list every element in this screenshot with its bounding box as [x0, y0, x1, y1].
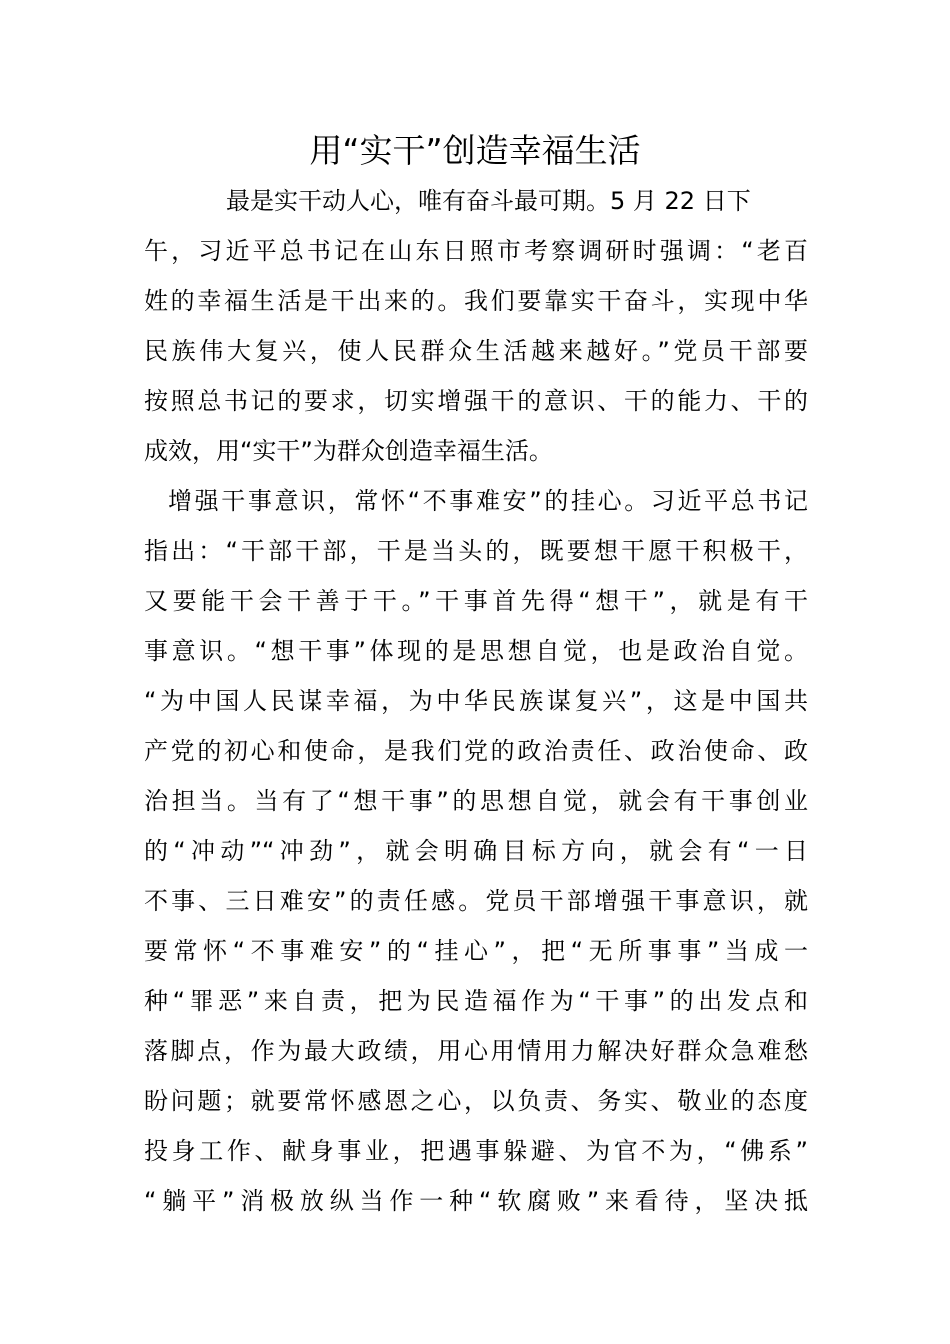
text-line: 投身工作、献身事业，把遇事躲避、为官不为，“佛系” [144, 1137, 808, 1165]
text-line: 事意识。“想干事”体现的是思想自觉，也是政治自觉。 [144, 637, 808, 665]
text-line: 指出：“干部干部，干是当头的，既要想干愿干积极干， [144, 537, 808, 565]
text-line: 民族伟大复兴，使人民群众生活越来越好。”党员干部要 [144, 337, 808, 365]
text-line: 落脚点，作为最大政绩，用心用情用力解决好群众急难愁 [144, 1037, 808, 1065]
text-line: 增强干事意识，常怀“不事难安”的挂心。习近平总书记 [168, 487, 808, 515]
text-line: 的“冲动”“冲劲”，就会明确目标方向，就会有“一日 [144, 837, 808, 865]
paragraph-2 [144, 476, 808, 1226]
text-line: 不事、三日难安”的责任感。党员干部增强干事意识，就 [144, 887, 808, 915]
text-line: 最是实干动人心，唯有奋斗最可期。5 月 22 日下 [226, 187, 751, 215]
text-line: 姓的幸福生活是干出来的。我们要靠实干奋斗，实现中华 [144, 287, 808, 315]
document-body [144, 176, 808, 1226]
paragraph-1 [144, 176, 808, 476]
text-line: 治担当。当有了“想干事”的思想自觉，就会有干事创业 [144, 787, 808, 815]
text-line: 盼问题；就要常怀感恩之心，以负责、务实、敬业的态度 [144, 1087, 808, 1115]
text-line: “为中国人民谋幸福，为中华民族谋复兴”，这是中国共 [144, 687, 808, 715]
text-line: 种“罪恶”来自责，把为民造福作为“干事”的出发点和 [144, 987, 808, 1015]
text-line: 要常怀“不事难安”的“挂心”，把“无所事事”当成一 [144, 937, 808, 965]
document-title: 用“实干”创造幸福生活 [309, 131, 641, 170]
text-line: 又要能干会干善于干。”干事首先得“想干”，就是有干 [144, 587, 808, 615]
text-line: “躺平”消极放纵当作一种“软腐败”来看待，坚决抵 [144, 1187, 808, 1215]
text-line: 产党的初心和使命，是我们党的政治责任、政治使命、政 [144, 737, 808, 765]
text-line: 午，习近平总书记在山东日照市考察调研时强调：“老百 [144, 237, 808, 265]
text-line: 成效，用“实干”为群众创造幸福生活。 [144, 437, 553, 465]
text-line: 按照总书记的要求，切实增强干的意识、干的能力、干的 [144, 387, 808, 415]
